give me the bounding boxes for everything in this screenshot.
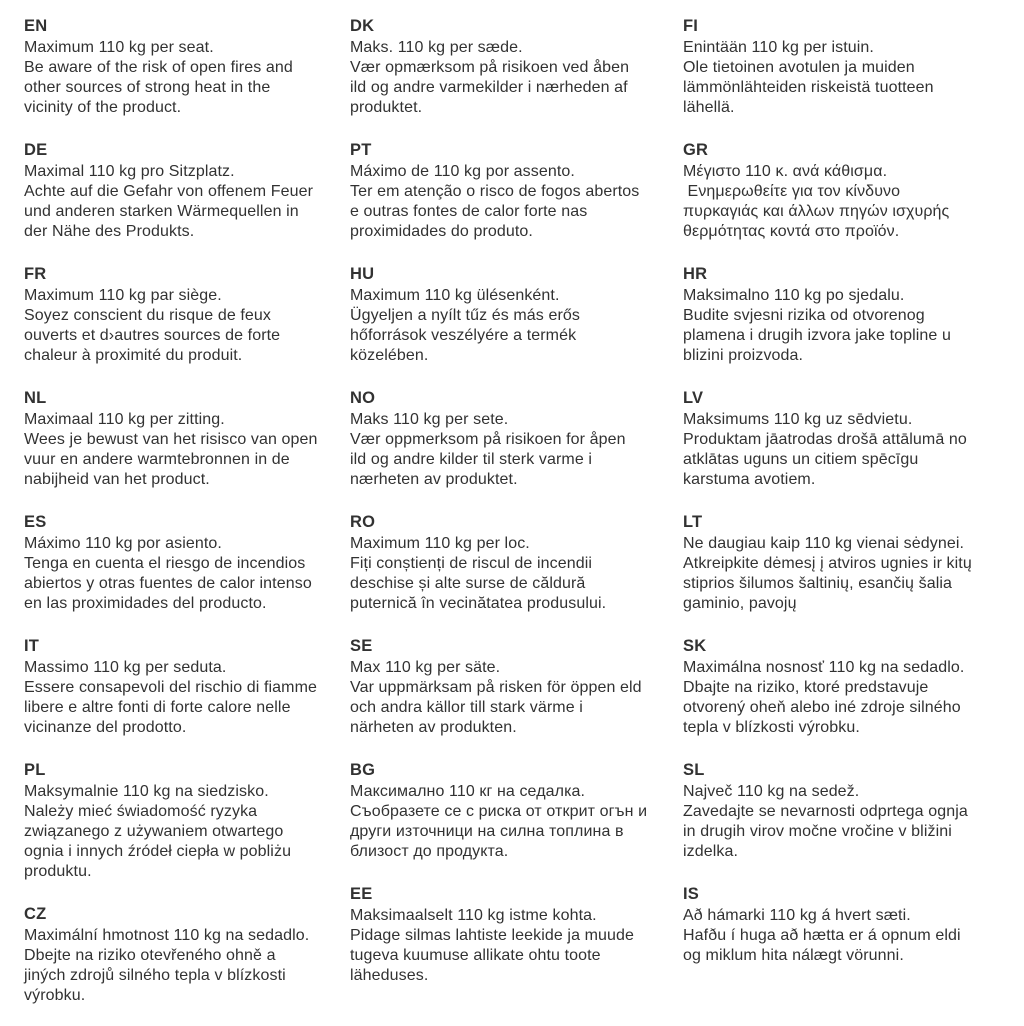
text-line: ild og andre varmekilder i nærheden af: [350, 79, 628, 96]
text-line: Budite svjesni rizika od otvorenog: [683, 307, 925, 324]
language-code-label: EN: [24, 17, 48, 35]
language-section-bg: [350, 758, 683, 862]
text-line: närheten av produkten.: [350, 719, 517, 736]
language-section-fi: [683, 14, 1024, 118]
text-line: Max 110 kg per säte.: [350, 659, 501, 676]
language-section-gr: [683, 138, 1024, 242]
text-line: Ügyeljen a nyílt tűz és más erős: [350, 307, 580, 324]
language-section-se: [350, 634, 683, 738]
language-code-label: CZ: [24, 905, 47, 923]
text-line: produktet.: [350, 99, 423, 116]
text-line: Zavedajte se nevarnosti odprtega ognja: [683, 803, 968, 820]
language-code-label: SL: [683, 761, 705, 779]
text-line: Maximum 110 kg per seat.: [24, 39, 214, 56]
text-line: karstuma avotiem.: [683, 471, 816, 488]
language-section-dk: [350, 14, 683, 118]
language-section-nl: [24, 386, 350, 490]
language-section-de: [24, 138, 350, 242]
language-text: [350, 286, 683, 366]
language-text: [24, 534, 350, 614]
language-section-pl: [24, 758, 350, 882]
text-line: vicinity of the product.: [24, 99, 182, 116]
language-text: [350, 906, 683, 986]
language-code-label: EE: [350, 885, 373, 903]
text-line: Dbajte na riziko, ktoré predstavuje: [683, 679, 929, 696]
language-text: [683, 534, 1024, 614]
text-line: other sources of strong heat in the: [24, 79, 271, 96]
text-line: und anderen starken Wärmequellen in: [24, 203, 299, 220]
text-line: en las proximidades del producto.: [24, 595, 267, 612]
language-text: [24, 658, 350, 738]
text-line: Съобразете се с риска от открит огън и: [350, 803, 648, 820]
text-line: e outras fontes de calor forte nas: [350, 203, 588, 220]
text-line: Hafðu í huga að hætta er á opnum eldi: [683, 927, 961, 944]
text-line: vicinanze del prodotto.: [24, 719, 187, 736]
language-section-is: [683, 882, 1024, 966]
text-line: Maksimalno 110 kg po sjedalu.: [683, 287, 905, 304]
text-line: Be aware of the risk of open fires and: [24, 59, 293, 76]
language-code-label: LT: [683, 513, 703, 531]
language-code-label: HR: [683, 265, 708, 283]
language-text: [24, 410, 350, 490]
column-3: [683, 14, 1024, 1026]
text-line: blizini proizvoda.: [683, 347, 804, 364]
language-section-lt: [683, 510, 1024, 614]
text-line: Massimo 110 kg per seduta.: [24, 659, 227, 676]
language-code-label: ES: [24, 513, 47, 531]
language-text: [350, 782, 683, 862]
text-line: други източници на силна топлина в: [350, 823, 624, 840]
text-line: produktu.: [24, 863, 92, 880]
text-line: Fiți conștienți de riscul de incendii: [350, 555, 593, 572]
text-line: proximidades do produto.: [350, 223, 533, 240]
language-text: [350, 162, 683, 242]
language-code-label: BG: [350, 761, 376, 779]
language-code-label: GR: [683, 141, 709, 159]
text-line: Soyez conscient du risque de feux: [24, 307, 272, 324]
text-line: läheduses.: [350, 967, 429, 984]
text-line: jiných zdrojů silného tepla v blízkosti: [24, 967, 286, 984]
text-line: θερμότητας κοντά στο προϊόν.: [683, 223, 900, 240]
language-text: [683, 410, 1024, 490]
text-line: Var uppmärksam på risken för öppen eld: [350, 679, 642, 696]
column-1: [24, 14, 350, 1026]
text-line: puternică în vecinătatea produsului.: [350, 595, 607, 612]
text-line: och andra källor till stark värme i: [350, 699, 583, 716]
language-code-label: LV: [683, 389, 704, 407]
language-text: [683, 782, 1024, 862]
language-section-fr: [24, 262, 350, 366]
language-text: [24, 162, 350, 242]
text-line: otvorený oheň alebo iné zdroje silného: [683, 699, 961, 716]
text-line: Essere consapevoli del rischio di fiamme: [24, 679, 318, 696]
language-section-hr: [683, 262, 1024, 366]
language-code-label: SK: [683, 637, 707, 655]
text-line: Achte auf die Gefahr von offenem Feuer: [24, 183, 314, 200]
text-line: Maksimums 110 kg uz sēdvietu.: [683, 411, 913, 428]
text-line: der Nähe des Produkts.: [24, 223, 195, 240]
text-line: Maximum 110 kg ülésenként.: [350, 287, 560, 304]
text-line: libere e altre fonti di forte calore nelle: [24, 699, 291, 716]
text-line: deschise și alte surse de căldură: [350, 575, 586, 592]
language-text: [683, 38, 1024, 118]
text-line: Maximální hmotnost 110 kg na sedadlo.: [24, 927, 310, 944]
text-line: lähellä.: [683, 99, 735, 116]
language-code-label: NO: [350, 389, 376, 407]
language-text: [24, 38, 350, 118]
text-line: vuur en andere warmtebronnen in de: [24, 451, 290, 468]
language-text: [350, 658, 683, 738]
text-line: ognia i innych źródeł ciepła w pobliżu: [24, 843, 292, 860]
text-line: Maks 110 kg per sete.: [350, 411, 509, 428]
text-line: Максимално 110 кг на седалка.: [350, 783, 586, 800]
text-line: abiertos y otras fuentes de calor intenso: [24, 575, 312, 592]
language-text: [683, 162, 1024, 242]
language-text: [24, 286, 350, 366]
language-section-en: [24, 14, 350, 118]
text-line: Enintään 110 kg per istuin.: [683, 39, 874, 56]
text-line: Að hámarki 110 kg á hvert sæti.: [683, 907, 911, 924]
text-line: Ter em atenção o risco de fogos abertos: [350, 183, 640, 200]
language-code-label: IS: [683, 885, 699, 903]
text-line: Ενημερωθείτε για τον κίνδυνο: [683, 183, 901, 200]
language-code-label: PL: [24, 761, 46, 779]
language-text: [24, 782, 350, 882]
language-section-lv: [683, 386, 1024, 490]
language-text: [683, 286, 1024, 366]
text-line: Maximaal 110 kg per zitting.: [24, 411, 225, 428]
text-line: in drugih virov močne vročine v bližini: [683, 823, 952, 840]
text-line: og miklum hita nálægt vörunni.: [683, 947, 904, 964]
column-2: [350, 14, 683, 1026]
text-line: nærheten av produktet.: [350, 471, 518, 488]
language-section-hu: [350, 262, 683, 366]
text-line: stiprios šilumos šaltinių, esančių šalia: [683, 575, 952, 592]
text-line: plamena i drugih izvora jake topline u: [683, 327, 951, 344]
language-code-label: DK: [350, 17, 375, 35]
text-line: nabijheid van het product.: [24, 471, 210, 488]
language-code-label: RO: [350, 513, 376, 531]
text-line: Vær opmærksom på risikoen ved åben: [350, 59, 630, 76]
text-line: Máximo de 110 kg por assento.: [350, 163, 575, 180]
language-section-no: [350, 386, 683, 490]
language-code-label: IT: [24, 637, 40, 655]
text-line: Ole tietoinen avotulen ja muiden: [683, 59, 915, 76]
text-line: hőforrások veszélyére a termék: [350, 327, 577, 344]
text-line: tugeva kuumuse allikate ohtu toote: [350, 947, 601, 964]
language-section-sk: [683, 634, 1024, 738]
language-code-label: PT: [350, 141, 372, 159]
language-code-label: FI: [683, 17, 699, 35]
text-line: Maximal 110 kg pro Sitzplatz.: [24, 163, 235, 180]
text-line: lämmönlähteiden riskeistä tuotteen: [683, 79, 934, 96]
text-line: Največ 110 kg na sedež.: [683, 783, 860, 800]
text-line: ild og andre kilder til sterk varme i: [350, 451, 593, 468]
text-line: tepla v blízkosti výrobku.: [683, 719, 860, 736]
text-line: związanego z używaniem otwartego: [24, 823, 284, 840]
text-line: Ne daugiau kaip 110 kg vienai sėdynei.: [683, 535, 965, 552]
language-section-pt: [350, 138, 683, 242]
text-line: izdelka.: [683, 843, 739, 860]
language-text: [683, 906, 1024, 966]
text-line: Máximo 110 kg por asiento.: [24, 535, 222, 552]
text-line: Maximum 110 kg par siège.: [24, 287, 222, 304]
language-text: [683, 658, 1024, 738]
text-line: Tenga en cuenta el riesgo de incendios: [24, 555, 306, 572]
text-line: Atkreipkite dėmesį į atviros ugnies ir kitų: [683, 555, 972, 572]
language-code-label: SE: [350, 637, 373, 655]
language-code-label: HU: [350, 265, 375, 283]
text-line: Należy mieć świadomość ryzyka: [24, 803, 258, 820]
language-code-label: DE: [24, 141, 48, 159]
text-line: Maks. 110 kg per sæde.: [350, 39, 523, 56]
text-line: Maximálna nosnosť 110 kg na sedadlo.: [683, 659, 965, 676]
language-text: [350, 534, 683, 614]
text-line: atklātas uguns un citiem spēcīgu: [683, 451, 919, 468]
language-section-ro: [350, 510, 683, 614]
text-line: πυρκαγιάς και άλλων πηγών ισχυρής: [683, 203, 950, 220]
text-line: výrobku.: [24, 987, 86, 1004]
language-section-es: [24, 510, 350, 614]
text-line: Pidage silmas lahtiste leekide ja muude: [350, 927, 635, 944]
text-line: Dbejte na riziko otevřeného ohně a: [24, 947, 276, 964]
language-text: [350, 410, 683, 490]
text-line: Vær oppmerksom på risikoen for åpen: [350, 431, 626, 448]
text-line: ouverts et d›autres sources de forte: [24, 327, 281, 344]
language-code-label: FR: [24, 265, 47, 283]
text-line: chaleur à proximité du produit.: [24, 347, 243, 364]
text-line: gaminio, pavojų: [683, 595, 797, 612]
text-line: Maximum 110 kg per loc.: [350, 535, 530, 552]
language-section-cz: [24, 902, 350, 1006]
language-code-label: NL: [24, 389, 47, 407]
text-line: Μέγιστο 110 κ. ανά κάθισμα.: [683, 163, 888, 180]
language-text: [24, 926, 350, 1006]
language-section-it: [24, 634, 350, 738]
text-line: Maksymalnie 110 kg na siedzisko.: [24, 783, 269, 800]
language-section-ee: [350, 882, 683, 986]
text-line: közelében.: [350, 347, 429, 364]
text-line: Maksimaalselt 110 kg istme kohta.: [350, 907, 597, 924]
text-line: Wees je bewust van het risisco van open: [24, 431, 318, 448]
text-line: близост до продукта.: [350, 843, 509, 860]
language-section-sl: [683, 758, 1024, 862]
language-text: [350, 38, 683, 118]
text-line: Produktam jāatrodas drošā attālumā no: [683, 431, 967, 448]
